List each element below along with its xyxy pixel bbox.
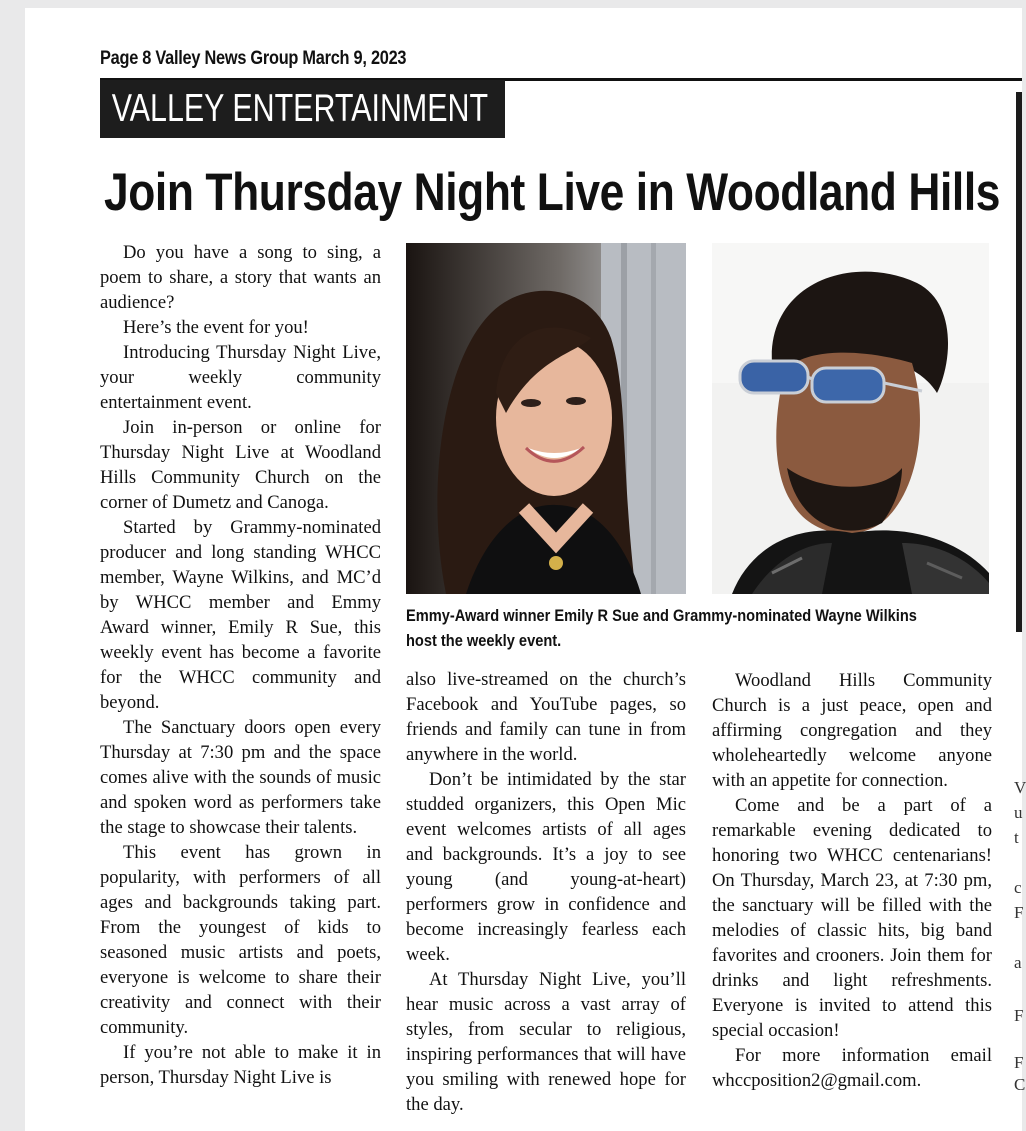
edge-text-fragment: C	[1014, 1075, 1026, 1094]
edge-text-fragment: F	[1014, 1053, 1024, 1072]
photo-wayne-wilkins	[712, 243, 989, 594]
section-banner	[100, 80, 505, 138]
paragraph: Come and be a part of a remarkable evening dedicated to honoring two WHCC centenarians! On Thursday, March 23, at 7:30 pm, the sanctuary will be filled with the melodies of classic hits, big band favorites and crooners. Join them for drinks and light refreshments. Everyone is invited to attend this special occasion!	[712, 795, 992, 1041]
edge-text-fragment: u	[1014, 803, 1023, 822]
edge-text-fragment: F	[1014, 1006, 1024, 1025]
paragraph: Woodland Hills Community Church is a just peace, open and affirming congregation and they wholeheartedly welcome anyone with an appetite for connection.	[712, 670, 992, 791]
photo-caption: Emmy-Award winner Emily R Sue and Grammy-nominated Wayne Wilkins host the weekly event.	[406, 606, 917, 650]
paragraph: The Sanctuary doors open every Thursday at 7:30 pm and the space comes alive with the sounds of music and spoken word as performers take the stage to showcase their talents.	[100, 717, 381, 838]
paragraph: Here’s the event for you!	[123, 317, 309, 338]
edge-text-fragment: V	[1014, 778, 1026, 797]
paragraph: Do you have a song to sing, a poem to share, a story that wants an audience?	[100, 242, 381, 313]
article-column-1	[100, 240, 381, 1090]
adjacent-page-ad-edge	[1016, 92, 1022, 632]
edge-text-fragment: t	[1014, 828, 1019, 847]
article-column-3	[712, 668, 992, 1093]
portrait-woman-image	[406, 243, 686, 594]
article-column-2	[406, 667, 686, 1117]
portrait-man-image	[712, 243, 989, 594]
page-folio: Page 8 Valley News Group March 9, 2023	[100, 48, 407, 69]
paragraph: For more information email whccposition2@gmail.com.	[712, 1045, 992, 1091]
paragraph: At Thursday Night Live, you’ll hear music across a vast array of styles, from secular to religious, inspiring performances that will have you smiling with renewed hope for the day.	[406, 969, 686, 1115]
paragraph: Introducing Thursday Night Live, your weekly community entertainment event.	[100, 342, 381, 413]
photo-emily-r-sue	[406, 243, 686, 594]
paragraph: Don’t be intimidated by the star studded organizers, this Open Mic event welcomes artists of all ages and backgrounds. It’s a joy to see young (and young-at-heart) performers grow in confidence and become increasingly fearless each week.	[406, 769, 686, 965]
edge-text-fragment: c	[1014, 878, 1022, 897]
edge-text-fragment: a	[1014, 953, 1022, 972]
article-headline: Join Thursday Night Live in Woodland Hills	[104, 163, 1000, 222]
paragraph: also live-streamed on the church’s Facebook and YouTube pages, so friends and family can tune in from anywhere in the world.	[406, 669, 686, 765]
section-title: VALLEY ENTERTAINMENT	[111, 87, 489, 130]
paragraph: Started by Grammy-nominated producer and long standing WHCC member, Wayne Wilkins, and MC’d by WHCC member and Emmy Award winner, Emily R Sue, this weekly event has become a favorite for the WHCC community and beyond.	[100, 517, 381, 713]
edge-text-fragment: F	[1014, 903, 1024, 922]
paragraph: If you’re not able to make it in person, Thursday Night Live is	[100, 1042, 381, 1088]
paragraph: This event has grown in popularity, with performers of all ages and backgrounds taking part. From the youngest of kids to seasoned music artists and poets, everyone is welcome to share their creativity and connect with their community.	[100, 842, 381, 1038]
paragraph: Join in-person or online for Thursday Night Live at Woodland Hills Community Church on the corner of Dumetz and Canoga.	[100, 417, 381, 513]
